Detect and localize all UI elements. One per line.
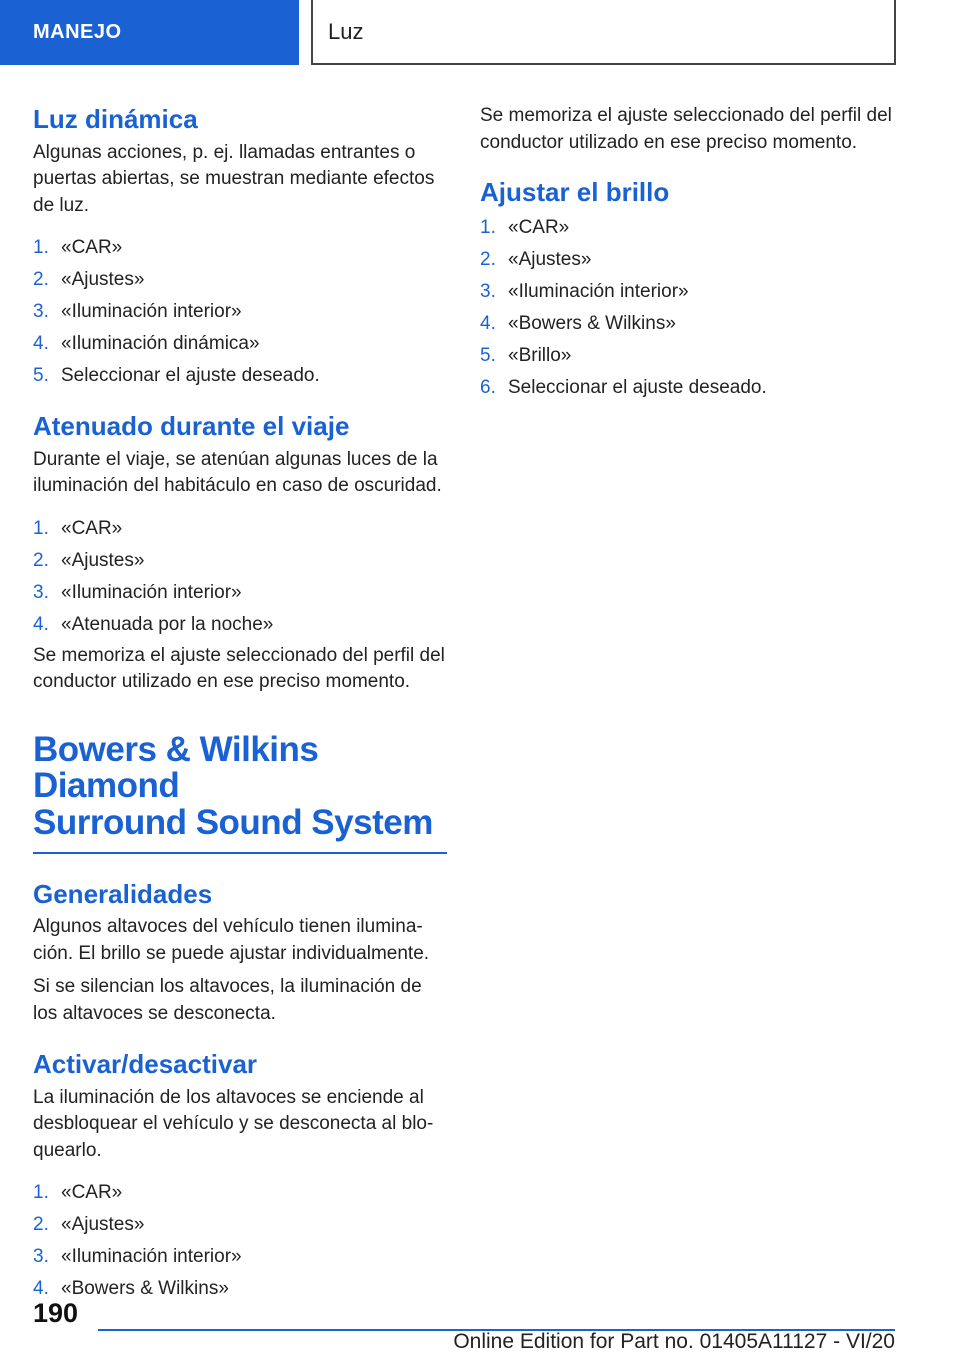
- step-number: 1.: [33, 237, 49, 258]
- list-item: [480, 308, 898, 340]
- step-number: 4.: [33, 1278, 49, 1300]
- step-text: «CAR»: [61, 517, 123, 539]
- step-number: 2.: [33, 269, 49, 290]
- step-text: «Bowers & Wilkins»: [61, 1278, 229, 1300]
- step-text: «CAR»: [61, 1182, 123, 1204]
- steps-list: [480, 212, 898, 404]
- step-text: «Brillo»: [508, 344, 572, 366]
- step-number: 3.: [480, 280, 496, 302]
- step-number: 5.: [480, 344, 496, 366]
- steps-list: [33, 1177, 451, 1305]
- step-text: «CAR»: [508, 216, 570, 238]
- list-item: [33, 264, 451, 296]
- list-item: [480, 276, 898, 308]
- list-item: [480, 244, 898, 276]
- paragraph: Durante el viaje, se atenúan algunas luces de la iluminación del habitáculo en caso de oscuridad.: [33, 448, 442, 496]
- list-item: [33, 513, 451, 545]
- step-text: «Ajustes»: [61, 269, 145, 290]
- left-column: [33, 100, 451, 1305]
- paragraph: Si se silencian los altavoces, la iluminación de los altavoces se desconecta.: [33, 976, 422, 1024]
- list-item: [33, 296, 451, 328]
- step-text: «Iluminación interior»: [61, 1246, 242, 1268]
- step-number: 1.: [33, 517, 49, 539]
- right-column: [480, 100, 898, 404]
- step-number: 3.: [33, 301, 49, 322]
- list-item: [33, 1241, 451, 1273]
- step-number: 2.: [33, 1214, 49, 1236]
- steps-list: [33, 513, 451, 641]
- list-item: [33, 577, 451, 609]
- paragraph: Algunos altavoces del vehículo tienen ilumina- ción. El brillo se puede ajustar individualmente.: [33, 916, 430, 964]
- step-text: Seleccionar el ajuste deseado.: [508, 376, 767, 398]
- step-text: Seleccionar el ajuste deseado.: [61, 365, 320, 386]
- step-text: «Ajustes»: [61, 549, 145, 571]
- chapter-title-line: Surround Sound System: [33, 803, 433, 842]
- step-text: «Atenuada por la noche»: [61, 613, 274, 635]
- section-tab: MANEJO: [0, 0, 299, 65]
- list-item: [480, 340, 898, 372]
- list-item: [480, 372, 898, 404]
- page-header-title: Luz: [311, 0, 896, 65]
- step-number: 5.: [33, 365, 49, 386]
- step-text: «Iluminación dinámica»: [61, 333, 260, 354]
- page-number: 190: [33, 1298, 79, 1328]
- step-number: 6.: [480, 376, 496, 398]
- list-item: [33, 232, 451, 264]
- paragraph: La iluminación de los altavoces se enciende al desbloquear el vehículo y se desconecta al blo- quearlo.: [33, 1086, 434, 1161]
- list-item: [33, 1273, 451, 1305]
- paragraph: Se memoriza el ajuste seleccionado del perfil del conductor utilizado en ese preciso momento.: [480, 105, 892, 153]
- step-number: 2.: [480, 248, 496, 270]
- list-item: [33, 1177, 451, 1209]
- edition-note: Online Edition for Part no. 01405A11127 - VI/20: [453, 1330, 895, 1353]
- chapter-divider: [33, 852, 447, 854]
- heading-atenuado: Atenuado durante el viaje: [33, 411, 350, 441]
- heading-generalidades: Generalidades: [33, 878, 213, 909]
- step-number: 3.: [33, 581, 49, 603]
- step-text: «Iluminación interior»: [61, 301, 242, 322]
- step-number: 1.: [33, 1182, 49, 1204]
- list-item: [33, 360, 451, 392]
- list-item: [33, 1209, 451, 1241]
- steps-list: [33, 232, 451, 392]
- step-text: «Iluminación interior»: [508, 280, 689, 302]
- heading-ajustar-brillo: Ajustar el brillo: [480, 177, 670, 207]
- step-text: «Ajustes»: [61, 1214, 145, 1236]
- step-number: 4.: [480, 312, 496, 334]
- list-item: [33, 328, 451, 360]
- step-number: 3.: [33, 1246, 49, 1268]
- step-number: 4.: [33, 613, 49, 635]
- step-text: «Ajustes»: [508, 248, 592, 270]
- list-item: [33, 545, 451, 577]
- step-text: «CAR»: [61, 237, 123, 258]
- list-item: [33, 609, 451, 641]
- heading-activar: Activar/desactivar: [33, 1049, 258, 1080]
- paragraph: Se memoriza el ajuste seleccionado del perfil del conductor utilizado en ese preciso momento.: [33, 644, 445, 692]
- step-number: 2.: [33, 549, 49, 571]
- chapter-title-line: Bowers & Wilkins Diamond: [33, 729, 319, 806]
- step-text: «Iluminación interior»: [61, 581, 242, 603]
- step-number: 4.: [33, 333, 49, 354]
- heading-luz-dinamica: Luz dinámica: [33, 104, 198, 134]
- paragraph: Algunas acciones, p. ej. llamadas entrantes o puertas abiertas, se muestran mediante efectos de luz.: [33, 141, 435, 216]
- step-number: 1.: [480, 216, 496, 238]
- chapter-title: [33, 729, 451, 842]
- step-text: «Bowers & Wilkins»: [508, 312, 676, 334]
- list-item: [480, 212, 898, 244]
